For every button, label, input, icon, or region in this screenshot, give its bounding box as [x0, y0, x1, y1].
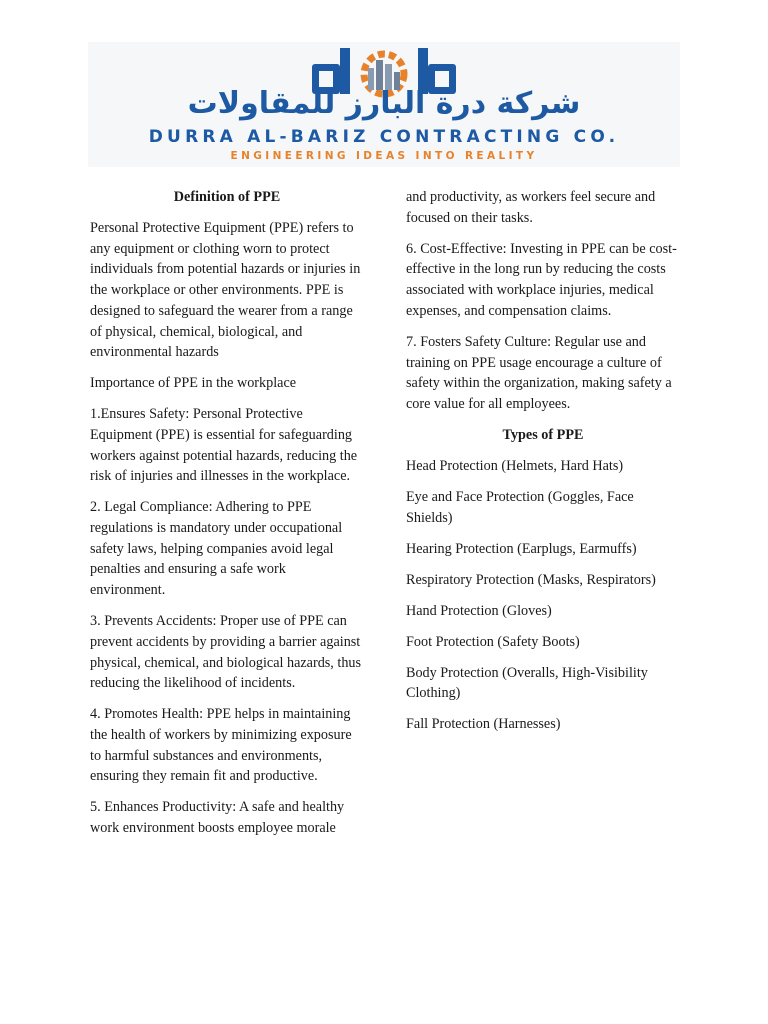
ppe-type-item: Hearing Protection (Earplugs, Earmuffs) — [406, 540, 637, 557]
ppe-type-item: Hand Protection (Gloves) — [406, 602, 552, 619]
importance-point: 6. Cost-Effective: Investing in PPE can be cost-effective in the long run by reducing the costs associated with workplace injuries, medical expenses, and compensation claims. — [406, 240, 677, 319]
importance-point: 2. Legal Compliance: Adhering to PPE regulations is mandatory under occupational safety laws, helping companies avoid legal penalties and ensuring a safe work environment. — [90, 499, 343, 599]
types-heading: Types of PPE — [502, 426, 584, 443]
company-logo — [88, 42, 680, 167]
right-column — [406, 187, 680, 745]
importance-point: 5. Enhances Productivity: A safe and healthy work environment boosts employee morale — [90, 799, 345, 837]
importance-point: 3. Prevents Accidents: Proper use of PPE can prevent accidents by providing a barrier against physical, chemical, and biological hazards, thus reducing the likelihood of incidents. — [90, 613, 362, 692]
ppe-type-item: Respiratory Protection (Masks, Respirators) — [406, 571, 656, 588]
ppe-type-item: Body Protection (Overalls, High-Visibility Clothing) — [406, 664, 648, 702]
ppe-type-item: Head Protection (Helmets, Hard Hats) — [406, 457, 624, 474]
company-name-english: DURRA AL-BARIZ CONTRACTING CO. — [148, 127, 620, 147]
left-column — [90, 187, 364, 849]
definition-paragraph: Personal Protective Equipment (PPE) refers to any equipment or clothing worn to protect individuals from potential hazards or injuries in the workplace or other environments. PPE is designed to safeguard the wearer from a range of physical, chemical, biological, and environmental hazards — [90, 220, 361, 361]
importance-point: 1.Ensures Safety: Personal Protective Equipment (PPE) is essential for safeguarding workers against potential hazards, reducing the risk of injuries and illnesses in the workplace. — [90, 406, 358, 485]
ppe-type-item: Fall Protection (Harnesses) — [406, 716, 561, 733]
importance-point-continuation: and productivity, as workers feel secure and focused on their tasks. — [406, 189, 656, 226]
definition-heading: Definition of PPE — [173, 189, 281, 205]
company-tagline: ENGINEERING IDEAS INTO REALITY — [230, 150, 538, 162]
company-name-arabic: شركة درة البارز للمقاولات — [187, 86, 581, 121]
importance-heading: Importance of PPE in the workplace — [90, 375, 297, 392]
importance-point: 7. Fosters Safety Culture: Regular use and training on PPE usage encourage a culture of safety within the organization, making safety a core value for all employees. — [406, 333, 672, 412]
importance-point: 4. Promotes Health: PPE helps in maintaining the health of workers by minimizing exposure to harmful substances and environments, ensuring they remain fit and productive. — [90, 706, 352, 785]
ppe-type-item: Eye and Face Protection (Goggles, Face Shields) — [406, 488, 634, 526]
ppe-type-item: Foot Protection (Safety Boots) — [406, 633, 580, 650]
